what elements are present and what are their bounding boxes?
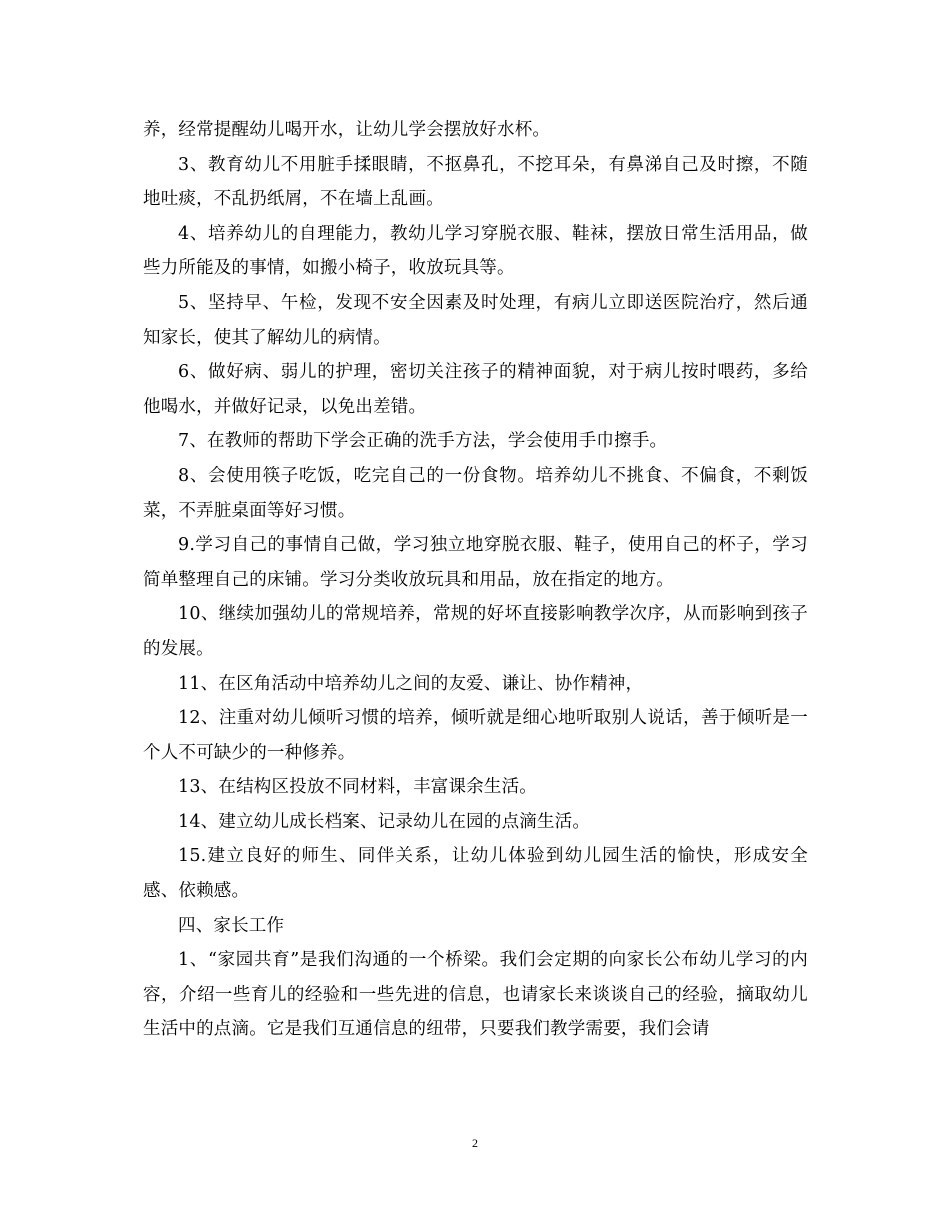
paragraph: 4、培养幼儿的自理能力，教幼儿学习穿脱衣服、鞋袜，摆放日常生活用品，做些力所能及的事情，如搬小椅子，收放玩具等。: [143, 223, 808, 279]
paragraph: 11、在区角活动中培养幼儿之间的友爱、谦让、协作精神，: [178, 673, 644, 694]
paragraph: 7、在教师的帮助下学会正确的洗手方法，学会使用手巾擦手。: [178, 431, 668, 452]
paragraph: 10、继续加强幼儿的常规培养，常规的好坏直接影响教学次序，从而影响到孩子的发展。: [143, 604, 808, 659]
paragraph: 14、建立幼儿成长档案、记录幼儿在园的点滴生活。: [178, 811, 591, 832]
paragraph: 6、做好病、弱儿的护理，密切关注孩子的精神面貌，对于病儿按时喂药，多给他喝水，并做好记录，以免出差错。: [143, 362, 808, 417]
paragraph: 5、坚持早、午检，发现不安全因素及时处理，有病儿立即送医院治疗，然后通知家长，使其了解幼儿的病情。: [143, 292, 808, 348]
page-number: 2: [472, 1136, 478, 1150]
paragraph: 1、“家园共育”是我们沟通的一个桥梁。我们会定期的向家长公布幼儿学习的内容，介绍一些育儿的经验和一些先进的信息，也请家长来谈谈自己的经验，摘取幼儿生活中的点滴。它是我们互通信息的纽带，只要我们教学需要，我们会请: [143, 950, 808, 1040]
paragraph: 15.建立良好的师生、同伴关系，让幼儿体验到幼儿园生活的愉快，形成安全感、依赖感。: [143, 846, 808, 902]
paragraph: 9.学习自己的事情自己做，学习独立地穿脱衣服、鞋子，使用自己的杯子，学习简单整理自己的床铺。学习分类收放玩具和用品，放在指定的地方。: [143, 535, 808, 590]
section-heading: 四、家长工作: [178, 915, 285, 936]
paragraph: 13、在结构区投放不同材料，丰富课余生活。: [178, 777, 537, 798]
paragraph: 12、注重对幼儿倾听习惯的培养，倾听就是细心地听取别人说话，善于倾听是一个人不可缺少的一种修养。: [143, 708, 808, 763]
document-body: [143, 113, 808, 1047]
paragraph: 8、会使用筷子吃饭，吃完自己的一份食物。培养幼儿不挑食、不偏食，不剩饭菜，不弄脏桌面等好习惯。: [143, 465, 808, 521]
paragraph: 养，经常提醒幼儿喝开水，让幼儿学会摆放好水杯。: [143, 120, 551, 140]
paragraph: 3、教育幼儿不用脏手揉眼睛，不抠鼻孔，不挖耳朵，有鼻涕自己及时擦，不随地吐痰，不乱扔纸屑，不在墙上乱画。: [143, 154, 808, 210]
